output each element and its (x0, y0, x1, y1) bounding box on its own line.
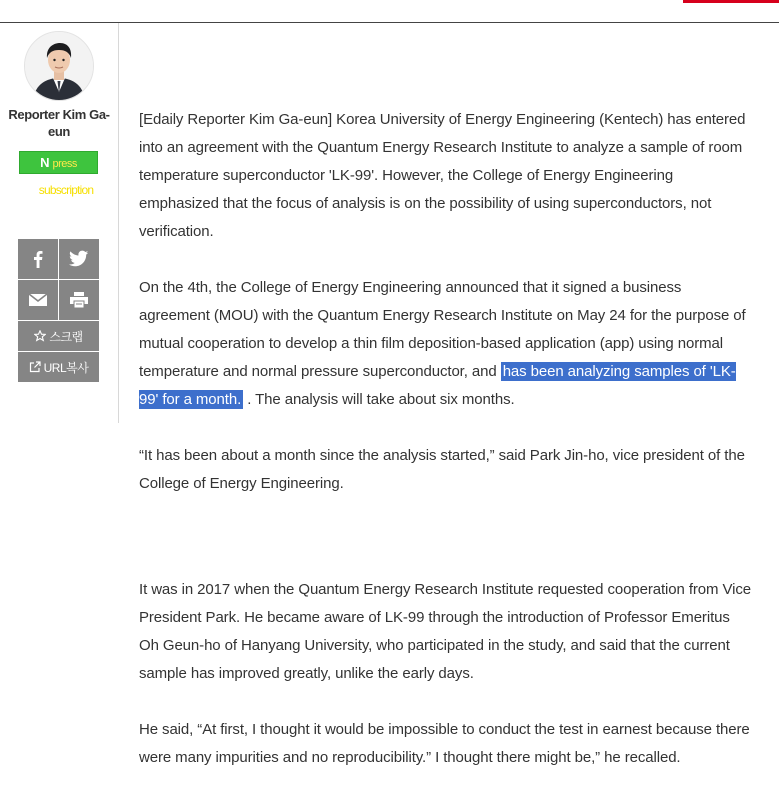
naver-n-icon: N (40, 155, 50, 170)
article-paragraph-2 (139, 274, 753, 414)
twitter-icon (69, 250, 89, 268)
reporter-name[interactable]: Reporter Kim Ga-eun (8, 107, 110, 139)
scrap-button[interactable] (18, 321, 99, 351)
url-copy-button[interactable] (18, 352, 99, 382)
selected-text-highlight[interactable]: has been analyzing samples of 'LK-99' for a month. (139, 363, 736, 408)
paragraph-2-text-end: . The analysis will take about six months. (243, 391, 515, 408)
paragraph-2-text-start: On the 4th, the College of Energy Engineering announced that it signed a business agreement (MOU) with the Quantum Energy Research Institute on May 24 for the purpose of mutual cooperation to develop a thin film deposition-based application (app) using normal temperature and normal pressure superconductor, and (139, 279, 746, 380)
subscription-link[interactable]: subscription (38, 183, 94, 197)
scrap-label: 스크랩 (49, 329, 83, 344)
reporter-avatar[interactable] (24, 31, 94, 101)
twitter-share-button[interactable] (59, 239, 99, 279)
npress-subscribe-button[interactable] (19, 151, 98, 174)
reporter-sidebar (0, 23, 119, 423)
article-paragraph-5: He said, “At first, I thought it would be impossible to conduct the test in earnest because there were many impurities and no reproducibility.” I thought there might be,” he recalled. (139, 721, 750, 766)
print-icon (69, 291, 89, 309)
facebook-share-button[interactable] (18, 239, 58, 279)
email-share-button[interactable] (18, 280, 58, 320)
article-paragraph-3: “It has been about a month since the analysis started,” said Park Jin-ho, vice president of the College of Energy Engineering. (139, 447, 745, 492)
article-paragraph-4: It was in 2017 when the Quantum Energy Research Institute requested cooperation from Vice President Park. He became aware of LK-99 through the introduction of Professor Emeritus Oh Geun-ho of Hanyang University, who participated in the study, and said that the current sample has improved greatly, unlike the early days. (139, 581, 752, 682)
print-button[interactable] (59, 280, 99, 320)
url-copy-label: URL복사 (43, 360, 89, 375)
npress-label: press (52, 158, 77, 170)
header-accent-bar (683, 0, 779, 3)
external-link-icon (29, 361, 41, 373)
reporter-photo (25, 32, 93, 100)
mail-icon (28, 293, 48, 307)
star-icon (34, 330, 46, 342)
article-paragraph-1: [Edaily Reporter Kim Ga-eun] Korea University of Energy Engineering (Kentech) has entered into an agreement with the Quantum Energy Research Institute to analyze a sample of room temperature superconductor 'LK-99'. However, the College of Energy Engineering emphasized that the focus of analysis is on the possibility of using superconductors, not verification. (139, 111, 746, 240)
facebook-icon (28, 249, 48, 269)
